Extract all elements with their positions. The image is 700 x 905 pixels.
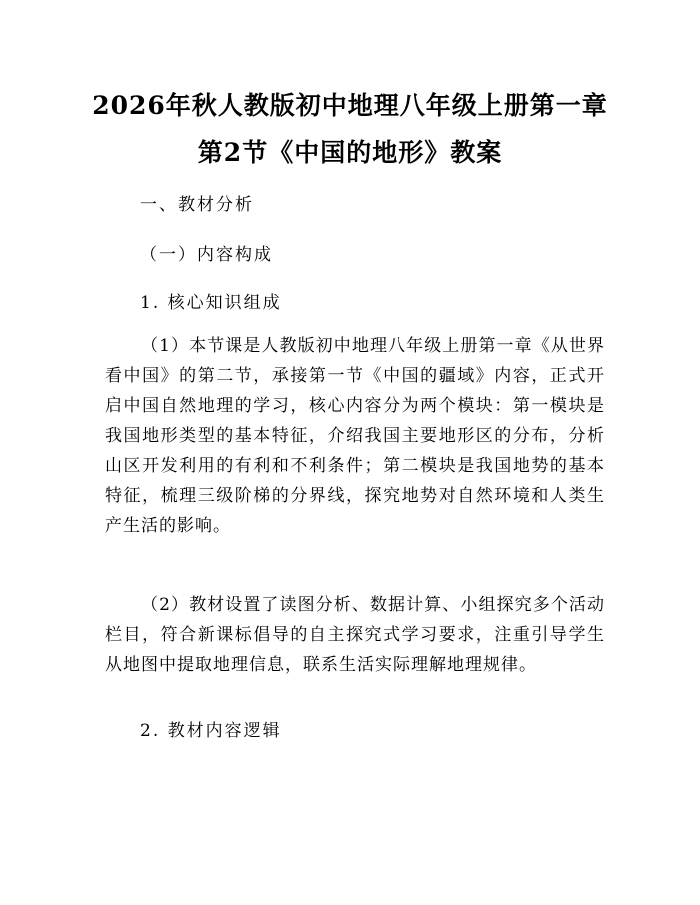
document-title-line-2: 第2节《中国的地形》教案 (197, 138, 503, 167)
item-1-heading: 1. 核心知识组成 (140, 293, 282, 313)
section-heading: 一、教材分析 (140, 195, 254, 215)
item-2-heading: 2. 教材内容逻辑 (140, 721, 282, 741)
paragraph-2: （2）教材设置了读图分析、数据计算、小组探究多个活动栏目，符合新课标倡导的自主探究式学习要求，注重引导学生从地图中提取地理信息，联系生活实际理解地理规律。 (105, 595, 605, 675)
subsection-heading: （一）内容构成 (140, 245, 273, 265)
paragraph-1: （1）本节课是人教版初中地理八年级上册第一章《从世界看中国》的第二节，承接第一节《中国的疆域》内容，正式开启中国自然地理的学习，核心内容分为两个模块：第一模块是我国地形类型的基本特征，介绍我国主要地形区的分布，分析山区开发利用的有利和不利条件；第二模块是我国地势的基本特征，梳理三级阶梯的分界线，探究地势对自然环境和人类生产生活的影响。 (105, 336, 605, 536)
document-title-line-1: 2026年秋人教版初中地理八年级上册第一章 (92, 91, 608, 120)
